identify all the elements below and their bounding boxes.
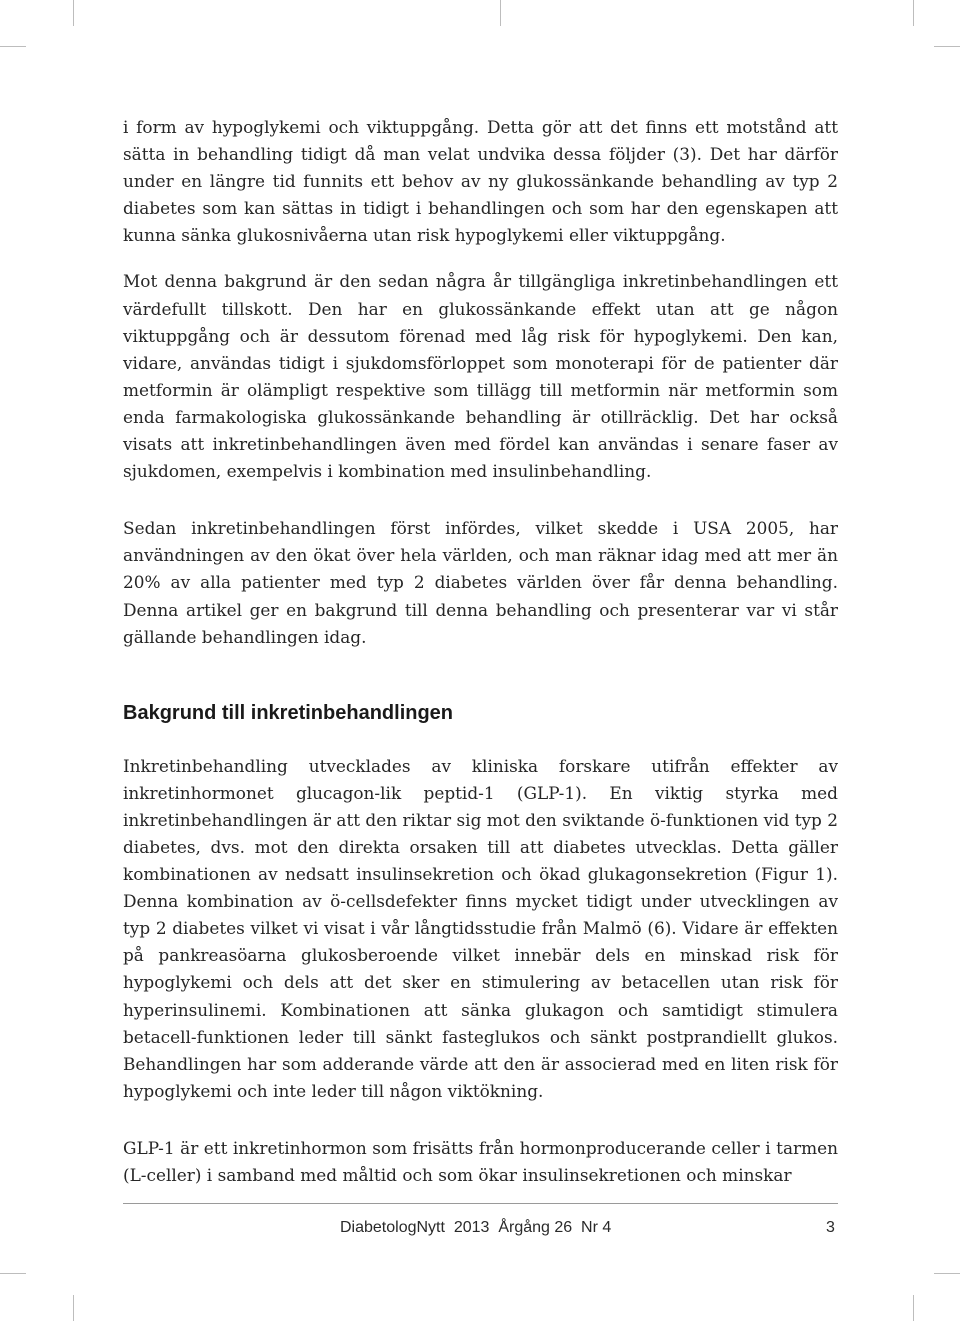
crop-mark-left-bottom xyxy=(0,1273,26,1274)
crop-mark-right-top xyxy=(934,46,960,47)
crop-mark-top-center xyxy=(500,0,501,26)
crop-mark-right-bottom xyxy=(934,1273,960,1274)
crop-mark-bottom-left xyxy=(73,1295,74,1321)
paragraph-3: Sedan inkretinbehandlingen först infördes, vilket skedde i USA 2005, har användningen av den ökat över hela världen, och man räknar idag med att mer än 20% av alla patienter med typ 2 diabetes världen över får denna behandling. Denna artikel ger en bakgrund till denna behandling och presenterar var vi står gällande behandlingen idag. xyxy=(123,518,838,647)
paragraph-1: i form av hypoglykemi och viktuppgång. Detta gör att det finns ett motstånd att sätta in behandling tidigt då man velat undvika dessa följder (3). Det har därför under en längre tid funnits ett behov av ny glukossänkande behandling av typ 2 diabetes som kan sättas in tidigt i behandlingen och som har den egenskapen att kunna sänka glukosnivåerna utan risk hypoglykemi eller viktuppgång. xyxy=(123,117,838,246)
section-paragraph-2: GLP-1 är ett inkretinhormon som frisätts från hormonproducerande celler i tarmen (L-celler) i samband med måltid och som ökar insulinsekretionen och minskar xyxy=(123,1137,838,1185)
crop-mark-left-top xyxy=(0,46,26,47)
crop-mark-top-right xyxy=(913,0,914,26)
page-number: 3 xyxy=(826,1219,835,1236)
paragraph-2: Mot denna bakgrund är den sedan några år tillgängliga inkretinbehandlingen ett värdefullt tillskott. Den har en glukossänkande effekt utan att ge någon viktuppgång och är dessutom förenad med låg risk för hypoglykemi. Den kan, vidare, användas tidigt i sjukdomsförloppet som monoterapi för de patienter där metformin är olämpligt respektive som tillägg till metformin när metformin som enda farmakologiska glukossänkande behandling är otillräcklig. Det har också visats att inkretinbehandlingen även med fördel kan användas i senare faser av sjukdomen, exempelvis i kombination med insulinbehandling. xyxy=(123,271,838,482)
crop-mark-bottom-right xyxy=(913,1295,914,1321)
running-title: DiabetologNytt 2013 Årgång 26 Nr 4 xyxy=(340,1219,612,1236)
section-heading: Bakgrund till inkretinbehandlingen xyxy=(123,701,454,724)
article-body xyxy=(123,114,838,1189)
footer-divider xyxy=(123,1203,838,1204)
section-paragraph-1: Inkretinbehandling utvecklades av kliniska forskare utifrån effekter av inkretinhormonet glucagon-lik peptid-1 (GLP-1). En viktig styrka med inkretinbehandlingen är att den riktar sig mot den sviktande ö-funktionen vid typ 2 diabetes, dvs. mot den direkta orsaken till att diabetes utvecklas. Detta gäller kombinationen av nedsatt insulinsekretion och ökad glukagonsekretion (Figur 1). Denna kombination av ö-cellsdefekter finns mycket tidigt under utvecklingen av typ 2 diabetes vilket vi visat i vår långtidsstudie från Malmö (6). Vidare är effekten på pankreasöarna glukosberoende vilket innebär dels en minskad risk för hypoglykemi och dels att det sker en stimulering av betacellen utan risk för hyperinsulinemi. Kombinationen att sänka glukagon och samtidigt stimulera betacell-funktionen leder till sänkt fasteglukos och sänkt postprandiellt glukos. Behandlingen har som adderande värde att den är associerad med en liten risk för hypoglykemi och inte leder till någon viktökning. xyxy=(123,755,838,1101)
crop-mark-top-left xyxy=(73,0,74,26)
